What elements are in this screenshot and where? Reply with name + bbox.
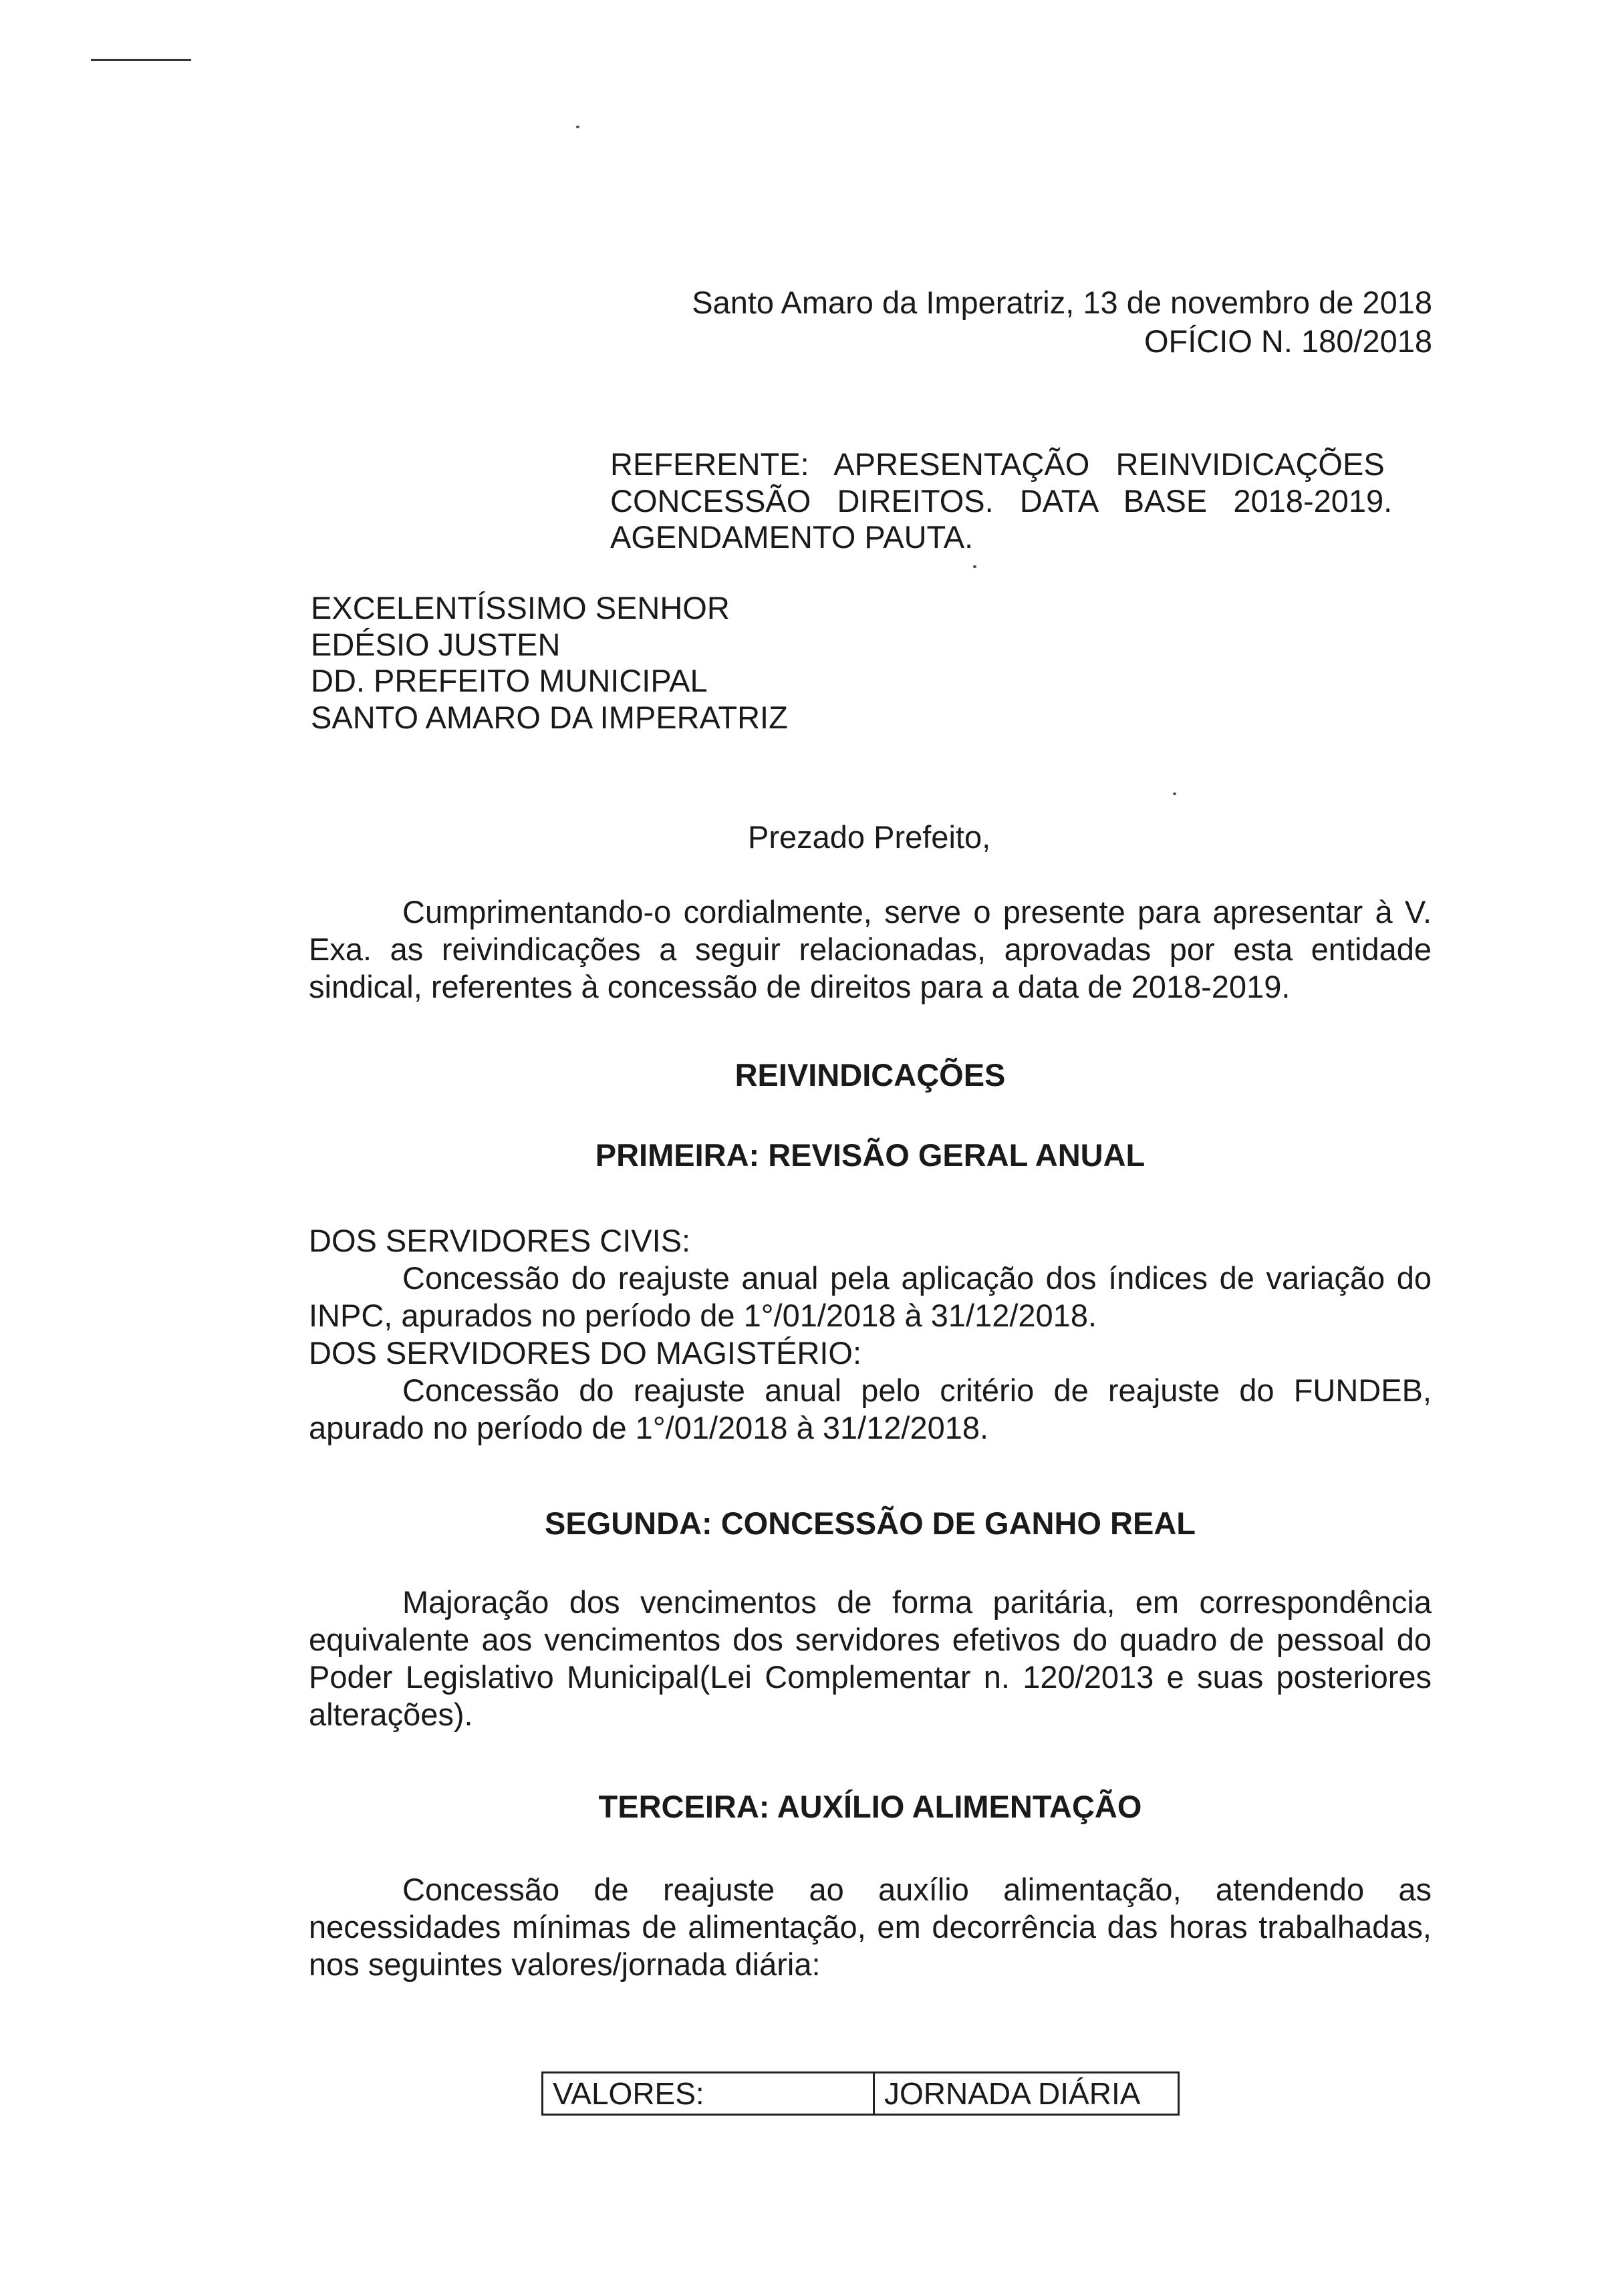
magisterio-label: DOS SERVIDORES DO MAGISTÉRIO: — [309, 1335, 861, 1371]
segunda-content — [309, 1584, 1432, 1733]
civis-label: DOS SERVIDORES CIVIS: — [309, 1223, 691, 1258]
primeira-content — [309, 1222, 1432, 1447]
terceira-text: Concessão de reajuste ao auxílio alimentação, atendendo as necessidades mínimas de alimentação, em decorrência das horas trabalhadas, nos seguintes valores/jornada diária: — [309, 1872, 1432, 1982]
segunda-heading: SEGUNDA: CONCESSÃO DE GANHO REAL — [544, 1505, 1196, 1541]
oficio-number: OFÍCIO N. 180/2018 — [1144, 323, 1432, 359]
section-segunda — [309, 1505, 1432, 1542]
place-date: Santo Amaro da Imperatriz, 13 de novembro de 2018 — [692, 285, 1432, 320]
table-header-row — [543, 2073, 1179, 2115]
segunda-text: Majoração dos vencimentos de forma paritária, em correspondência equivalente aos vencimentos dos servidores efetivos do quadro de pessoal do Poder Legislativo Municipal(Lei Complementar n. 120/2013 e suas posteriores alterações). — [309, 1584, 1432, 1732]
document-title: REIVINDICAÇÕES — [734, 1057, 1006, 1093]
values-table — [541, 2071, 1180, 2116]
primeira-heading: PRIMEIRA: REVISÃO GERAL ANUAL — [595, 1137, 1146, 1173]
section-primeira — [309, 1137, 1432, 1174]
civis-text: Concessão do reajuste anual pela aplicação dos índices de variação do INPC, apurados no período de 1°/01/2018 à 31/12/2018. — [309, 1260, 1432, 1333]
table-header-jornada: JORNADA DIÁRIA — [874, 2073, 1179, 2115]
referente-line-2: CONCESSÃO DIREITOS. DATA BASE 2018-2019. — [610, 483, 1393, 519]
salutation: Prezado Prefeito, — [748, 819, 991, 855]
referente-line-3: AGENDAMENTO PAUTA. — [610, 519, 974, 555]
addressee-line-4: SANTO AMARO DA IMPERATRIZ — [311, 700, 788, 735]
addressee-line-1: EXCELENTÍSSIMO SENHOR — [311, 590, 730, 625]
intro-paragraph: Cumprimentando-o cordialmente, serve o presente para apresentar à V. Exa. as reivindicações a seguir relacionadas, aprovadas por esta entidade sindical, referentes à concessão de direitos para a data de 2018-2019. — [309, 894, 1432, 1004]
referente-line-1: REFERENTE: APRESENTAÇÃO REINVIDICAÇÕES — [610, 446, 1385, 482]
terceira-heading: TERCEIRA: AUXÍLIO ALIMENTAÇÃO — [598, 1789, 1142, 1824]
scan-speck — [576, 126, 579, 128]
addressee-line-3: DD. PREFEITO MUNICIPAL — [311, 663, 708, 698]
scan-speck — [1173, 793, 1176, 795]
scan-mark-line — [91, 59, 191, 61]
table-header-valores: VALORES: — [543, 2073, 874, 2115]
addressee-line-2: EDÉSIO JUSTEN — [311, 627, 561, 662]
title-block — [309, 1056, 1432, 1094]
magisterio-text: Concessão do reajuste anual pelo critério de reajuste do FUNDEB, apurado no período de 1°/01/2018 à 31/12/2018. — [309, 1373, 1432, 1445]
scan-speck — [973, 565, 976, 568]
terceira-content — [309, 1871, 1432, 1983]
section-terceira — [309, 1788, 1432, 1826]
intro-block — [309, 893, 1432, 1006]
